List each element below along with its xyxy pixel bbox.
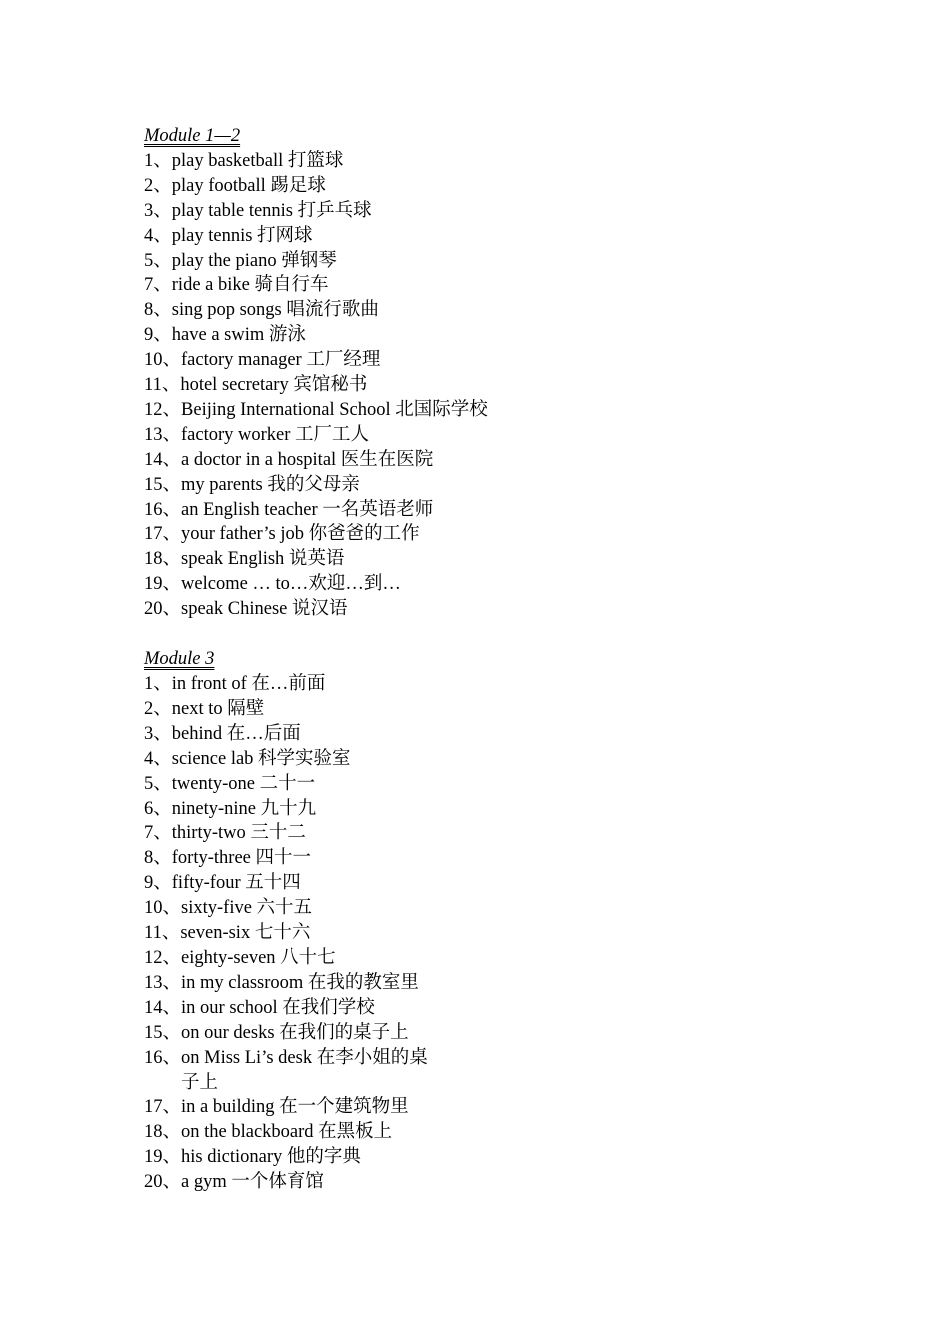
item-number: 17、 [144, 524, 182, 545]
item-text: sing pop songs 唱流行歌曲 [171, 300, 379, 321]
item-text: my parents 我的父母亲 [181, 474, 360, 495]
list-item [144, 747, 804, 772]
item-number: 16、 [144, 499, 182, 520]
list-item [144, 473, 804, 498]
section-heading: Module 3 [144, 649, 215, 670]
list-item [144, 348, 804, 373]
item-number: 14、 [144, 449, 182, 470]
item-text: ride a bike 骑自行车 [171, 275, 329, 296]
item-number: 12、 [144, 947, 182, 968]
item-number: 11、 [144, 375, 181, 396]
list-item [144, 896, 804, 921]
item-text: in front of 在…前面 [171, 674, 326, 694]
item-text: Beijing International School 北国际学校 [181, 399, 488, 420]
item-text: thirty-two 三十二 [171, 823, 306, 844]
item-number: 1、 [144, 674, 172, 694]
item-number: 7、 [144, 275, 172, 296]
item-number: 10、 [144, 350, 182, 371]
item-number: 9、 [144, 325, 172, 346]
list-item [144, 373, 804, 398]
item-text: welcome … to…欢迎…到… [181, 574, 401, 595]
list-item [144, 946, 804, 971]
list-item [144, 273, 804, 298]
item-number: 13、 [144, 972, 182, 993]
document-page [144, 124, 804, 1195]
item-number: 19、 [144, 1147, 182, 1168]
item-number: 18、 [144, 1122, 182, 1143]
list-item [144, 1170, 804, 1195]
list-item [144, 298, 804, 323]
item-number: 10、 [144, 898, 182, 919]
section-heading: Module 1—2 [144, 126, 241, 146]
list-item [144, 772, 804, 797]
item-number: 20、 [144, 1172, 182, 1193]
item-text: in a building 在一个建筑物里 [181, 1097, 409, 1118]
list-item [144, 996, 804, 1021]
item-number: 17、 [144, 1097, 182, 1118]
list-item [144, 522, 804, 547]
item-text: play the piano 弹钢琴 [171, 250, 337, 271]
item-number: 7、 [144, 823, 172, 844]
item-number: 13、 [144, 424, 182, 445]
item-number: 19、 [144, 574, 182, 595]
item-text: on the blackboard 在黑板上 [181, 1122, 393, 1143]
list-item [144, 572, 804, 597]
item-text: twenty-one 二十一 [171, 773, 316, 794]
item-text: a doctor in a hospital 医生在医院 [181, 449, 434, 470]
item-number: 11、 [144, 923, 181, 944]
list-item [144, 797, 804, 822]
list-item [144, 722, 804, 747]
item-text: have a swim 游泳 [171, 325, 306, 346]
item-number: 9、 [144, 873, 172, 894]
item-number: 3、 [144, 723, 172, 744]
item-text: sixty-five 六十五 [181, 898, 313, 919]
list-item [144, 921, 804, 946]
list-item [144, 423, 804, 448]
list-item [144, 448, 804, 473]
item-text: play football 踢足球 [171, 175, 326, 196]
item-number: 15、 [144, 1022, 182, 1043]
item-text: a gym 一个体育馆 [181, 1172, 324, 1193]
list-item [144, 224, 804, 249]
item-number: 6、 [144, 798, 172, 819]
item-text: play tennis 打网球 [171, 225, 313, 246]
vocabulary-list [144, 672, 804, 1195]
item-number: 4、 [144, 225, 172, 246]
item-text: speak Chinese 说汉语 [181, 599, 348, 620]
item-text: hotel secretary 宾馆秘书 [180, 375, 368, 396]
list-item [144, 1046, 804, 1096]
list-item [144, 1145, 804, 1170]
list-item [144, 1021, 804, 1046]
vocabulary-list [144, 149, 804, 622]
list-item [144, 498, 804, 523]
item-text: science lab 科学实验室 [171, 748, 351, 769]
item-text: seven-six 七十六 [180, 923, 311, 944]
item-text: eighty-seven 八十七 [181, 947, 336, 968]
list-item [144, 398, 804, 423]
list-item [144, 871, 804, 896]
item-number: 15、 [144, 474, 182, 495]
list-item [144, 174, 804, 199]
item-text: behind 在…后面 [171, 723, 301, 744]
item-text: in my classroom 在我的教室里 [181, 972, 419, 993]
item-number: 18、 [144, 549, 182, 570]
list-item [144, 1095, 804, 1120]
item-text: play table tennis 打乒乓球 [171, 200, 372, 221]
item-text: on our desks 在我们的桌子上 [181, 1022, 409, 1043]
item-number: 1、 [144, 150, 172, 171]
item-text: his dictionary 他的字典 [181, 1147, 361, 1168]
item-number: 8、 [144, 300, 172, 321]
item-number: 2、 [144, 175, 172, 196]
list-item [144, 672, 804, 697]
item-number: 3、 [144, 200, 172, 221]
item-number: 16、 [144, 1047, 182, 1068]
item-text: speak English 说英语 [181, 549, 345, 570]
item-text: forty-three 四十一 [171, 848, 311, 869]
section-module-3 [144, 647, 804, 1195]
item-number: 5、 [144, 250, 172, 271]
list-item [144, 697, 804, 722]
list-item [144, 199, 804, 224]
list-item [144, 821, 804, 846]
item-text: an English teacher 一名英语老师 [181, 499, 434, 520]
item-number: 5、 [144, 773, 172, 794]
item-text: factory manager 工厂经理 [181, 350, 381, 371]
item-text: factory worker 工厂工人 [181, 424, 370, 445]
item-number: 12、 [144, 399, 182, 420]
item-text: next to 隔壁 [171, 698, 265, 719]
list-item [144, 323, 804, 348]
item-text: play basketball 打篮球 [171, 150, 344, 171]
item-text: on Miss Li’s desk 在李小姐的桌子上 [181, 1047, 428, 1093]
list-item [144, 149, 804, 174]
item-text: in our school 在我们学校 [181, 997, 375, 1018]
section-module-1-2 [144, 124, 804, 622]
item-number: 8、 [144, 848, 172, 869]
list-item [144, 971, 804, 996]
item-number: 14、 [144, 997, 182, 1018]
list-item [144, 249, 804, 274]
list-item [144, 846, 804, 871]
item-text: fifty-four 五十四 [171, 873, 301, 894]
list-item [144, 597, 804, 622]
item-number: 2、 [144, 698, 172, 719]
item-number: 4、 [144, 748, 172, 769]
list-item [144, 547, 804, 572]
item-number: 20、 [144, 599, 182, 620]
list-item [144, 1120, 804, 1145]
item-text: your father’s job 你爸爸的工作 [181, 524, 420, 545]
item-text: ninety-nine 九十九 [171, 798, 317, 819]
